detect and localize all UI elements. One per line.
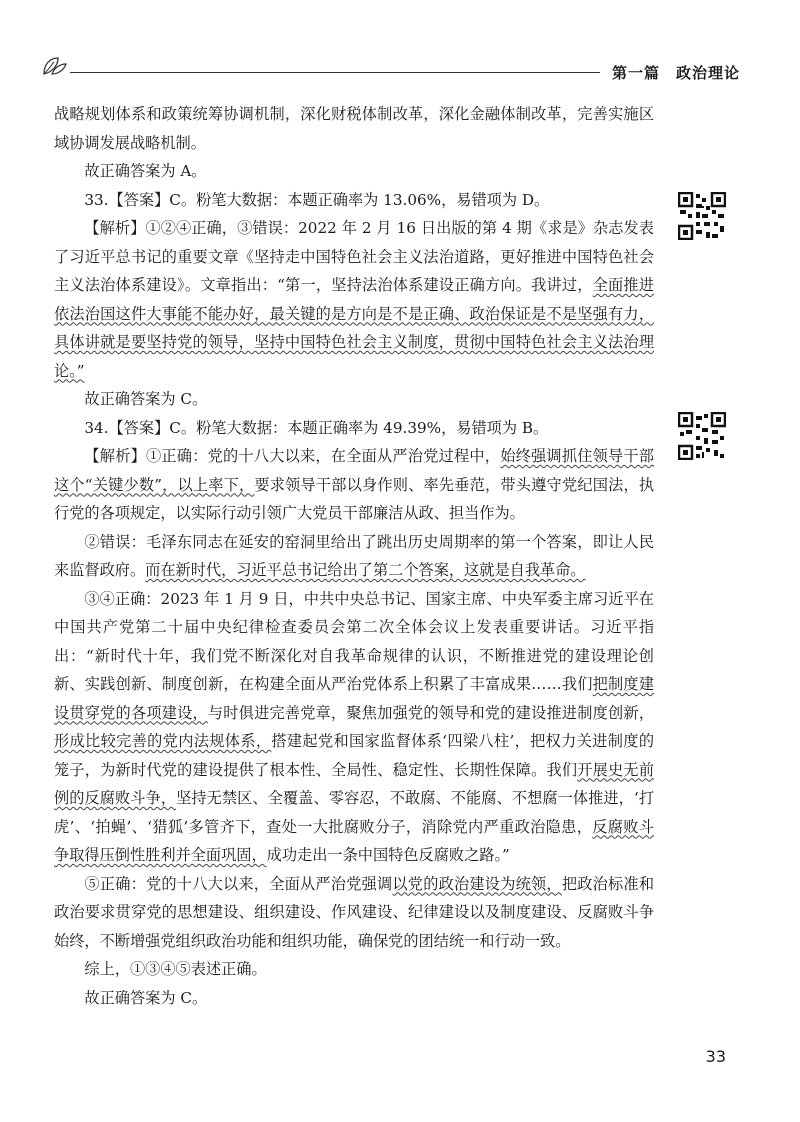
header-rule [70, 72, 600, 73]
emphasis-text: 形成比较完善的党内法规体系， [54, 732, 272, 750]
analysis-text: 与时俱进完善党章，聚焦加强党的领导和党的建设推进制度创新， [207, 703, 655, 722]
analysis-text: ⑤正确：党的十八大以来，全面从严治党强调 [84, 874, 393, 893]
conclusion: 故正确答案为 C。 [84, 390, 208, 408]
emphasis-text: 把制度建设贯穿党的各项建设， [54, 675, 655, 722]
qr-code-icon [678, 412, 726, 460]
qr-code-icon [678, 192, 726, 240]
analysis-33 [54, 214, 654, 385]
analysis-text: 【解析】①正确：党的十八大以来，在全面从严治党过程中， [84, 447, 501, 465]
analysis-text: 【解析】①②④正确，③错误：2022 年 2 月 16 日出版的第 4 期《求是》杂志发表了习近平总书记的重要文章《坚持走中国特色社会主义法治道路，更好推进中国特色社会主义法治体系建设》。文章指出：“第一，坚持法治体系建设正确方向。我讲过， [54, 219, 654, 294]
analysis-text: 成功走出一条中国特色反腐败之路。” [266, 846, 510, 864]
page-number: 33 [705, 1047, 726, 1066]
analysis-text: 要求领导干部以身作则、率先垂范，带头遵守党纪国法，执行党的各项规定，以实际行动引领广大党员干部廉洁从政、担当作为。 [54, 475, 655, 522]
summary: 综上，①③④⑤表述正确。 [84, 960, 267, 978]
analysis-34 [54, 442, 654, 528]
option-2 [54, 528, 654, 585]
option-5 [54, 870, 654, 956]
answer-33: 33.【答案】C。粉笔大数据：本题正确率为 13.06%，易错项为 D。 [84, 190, 550, 209]
answer-34: 34.【答案】C。粉笔大数据：本题正确率为 49.39%，易错项为 B。 [84, 418, 549, 437]
analysis-text: 搭建起党和国家监督体系‘四梁八柱’，把权力关进制度的笼子，为新时代党的建设提供了根本性、全局性、稳定性、长期性保障。我们 [54, 732, 655, 779]
conclusion: 故正确答案为 A。 [84, 162, 207, 180]
analysis-text: 坚持无禁区、全覆盖、零容忍，不敢腐、不能腐、不想腐一体推进，‘打虎’、‘拍蝇’、‘猎狐’多管齐下，查处一大批腐败分子，消除党内严重政治隐患， [54, 789, 655, 836]
emphasis-text: 始终强调抓住领导干部这个“关键少数”，以上率下， [54, 447, 655, 494]
emphasis-text: 开展史无前例的反腐败斗争， [54, 760, 655, 807]
emphasis-text: 全面推进依法治国这件大事能不能办好，最关键的是方向是不是正确、政治保证是不是坚强有力，具体讲就是要坚持党的领导，坚持中国特色社会主义制度，贯彻中国特色社会主义法治理论。” [54, 276, 655, 380]
emphasis-text: 以党的政治建设为统领， [392, 874, 562, 893]
analysis-text: ③④正确：2023 年 1 月 9 日，中共中央总书记、国家主席、中央军委主席习近平在中国共产党第二十届中央纪律检查委员会第二次全体会议上发表重要讲话。习近平指出：“新时代十年，我们党不断深化对自我革命规律的认识，不断推进党的建设理论创新、实践创新、制度创新，在构建全面从严治党体系上积累了丰富成果……我们 [54, 589, 654, 693]
analysis-text: ②错误：毛泽东同志在延安的窑洞里给出了跳出历史周期率的第一个答案，即让人民来监督政府。 [54, 532, 654, 579]
emphasis-text: 而在新时代，习近平总书记给出了第二个答案，这就是自我革命。 [145, 561, 586, 579]
main-content [54, 100, 654, 1012]
paragraph: 战略规划体系和政策统筹协调机制，深化财税体制改革，深化金融体制改革，完善实施区域协调发展战略机制。 [54, 105, 654, 152]
analysis-text: 把政治标准和政治要求贯穿党的思想建设、组织建设、作风建设、纪律建设以及制度建设、反腐败斗争始终，不断增强党组织政治功能和组织功能，确保党的团结统一和行动一致。 [54, 874, 655, 950]
leaf-icon [40, 54, 70, 78]
emphasis-text: 反腐败斗争取得压倒性胜利并全面巩固， [54, 817, 655, 864]
page-header [40, 48, 740, 88]
conclusion: 故正确答案为 C。 [84, 988, 208, 1007]
option-3-4 [54, 585, 654, 870]
section-title: 第一篇 政治理论 [611, 64, 740, 82]
